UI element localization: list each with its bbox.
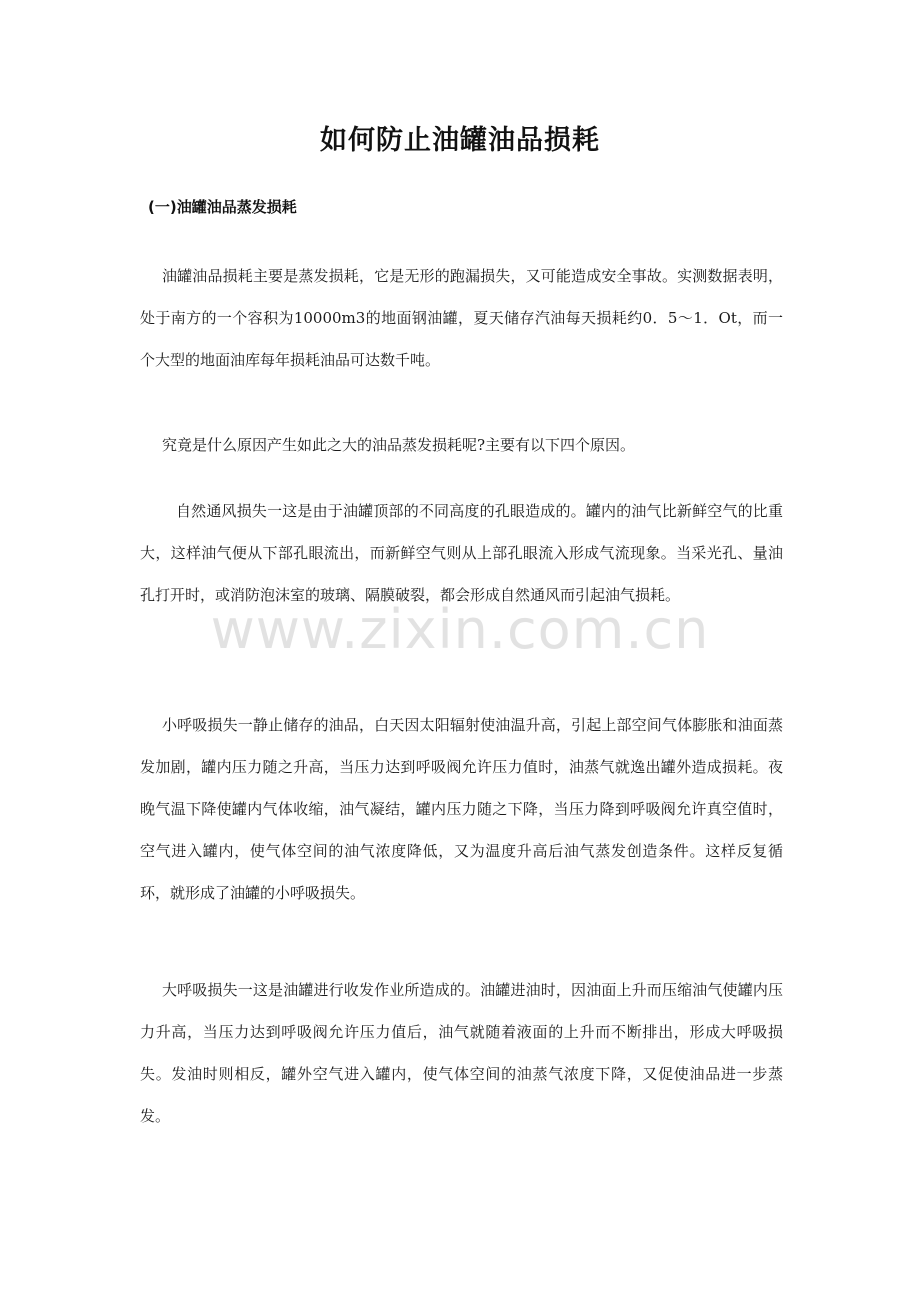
paragraph-intro: 油罐油品损耗主要是蒸发损耗，它是无形的跑漏损失，又可能造成安全事故。实测数据表明，处于南方的一个容积为10000m3的地面钢油罐，夏天储存汽油每天损耗约0．5～1．Ot，而一个大型的地面油库每年损耗油品可达数千吨。 — [140, 267, 783, 369]
paragraph-natural-ventilation: 自然通风损失一这是由于油罐顶部的不同高度的孔眼造成的。罐内的油气比新鲜空气的比重大，这样油气便从下部孔眼流出，而新鲜空气则从上部孔眼流入形成气流现象。当采光孔、量油孔打开时，或消防泡沫室的玻璃、隔膜破裂，都会形成自然通风而引起油气损耗。 — [140, 502, 783, 604]
section-heading: (一)油罐油品蒸发损耗 — [148, 198, 297, 216]
paragraph-large-breathing-loss: 大呼吸损失一这是油罐进行收发作业所造成的。油罐进油时，因油面上升而压缩油气使罐内压力升高，当压力达到呼吸阀允许压力值后，油气就随着液面的上升而不断排出，形成大呼吸损失。发油时则相反，罐外空气进入罐内，使气体空间的油蒸气浓度下降，又促使油品进一步蒸发。 — [140, 981, 783, 1125]
page-title: 如何防止油罐油品损耗 — [320, 125, 600, 156]
watermark: www.zixin.com.cn — [210, 598, 710, 661]
paragraph-question: 究竟是什么原因产生如此之大的油品蒸发损耗呢?主要有以下四个原因。 — [162, 436, 636, 454]
paragraph-small-breathing-loss: 小呼吸损失一静止储存的油品，白天因太阳辐射使油温升高，引起上部空间气体膨胀和油面蒸发加剧，罐内压力随之升高，当压力达到呼吸阀允许压力值时，油蒸气就逸出罐外造成损耗。夜晚气温下降使罐内气体收缩，油气凝结，罐内压力随之下降，当压力降到呼吸阀允许真空值时，空气进入罐内，使气体空间的油气浓度降低，又为温度升高后油气蒸发创造条件。这样反复循环，就形成了油罐的小呼吸损失。 — [140, 716, 783, 902]
